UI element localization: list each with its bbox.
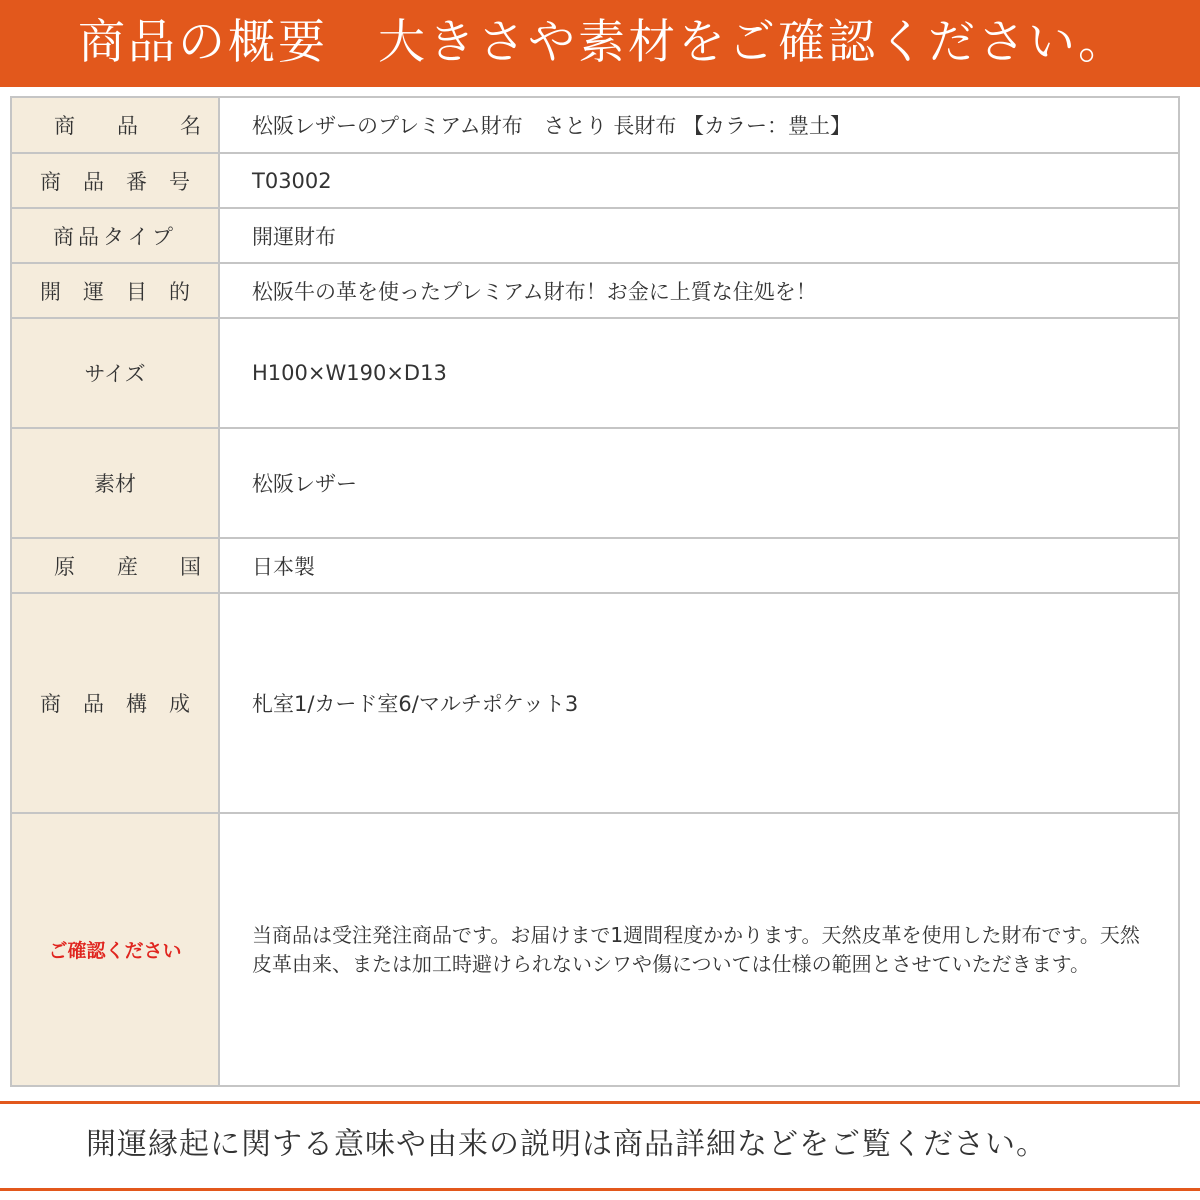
row-label-please-confirm: ご確認ください: [11, 813, 219, 1086]
row-value-luck-purpose: 松阪牛の革を使ったプレミアム財布！お金に上質な住処を！: [219, 263, 1179, 318]
table-row: [11, 97, 1179, 153]
row-value-product-number: T03002: [219, 153, 1179, 208]
row-label-product-number: 商品番号: [11, 153, 219, 208]
footer-divider-top: [0, 1101, 1200, 1104]
table-row: [11, 208, 1179, 263]
row-label-material: 素材: [11, 428, 219, 538]
table-row: [11, 538, 1179, 593]
row-value-product-name: 松阪レザーのプレミアム財布 さとり 長財布 【カラー：豊土】: [219, 97, 1179, 153]
table-row: [11, 153, 1179, 208]
footer-divider-bottom: [0, 1188, 1200, 1191]
row-label-luck-purpose: 開運目的: [11, 263, 219, 318]
row-value-notice: 当商品は受注発注商品です。お届けまで1週間程度かかります。天然皮革を使用した財布です。天然皮革由来、または加工時避けられないシワや傷については仕様の範囲とさせていただきます。: [219, 813, 1179, 1086]
row-label-size: サイズ: [11, 318, 219, 428]
banner-title: 商品の概要 大きさや素材をご確認ください。: [78, 15, 1128, 70]
product-spec-table: [10, 96, 1180, 1087]
table-row: [11, 428, 1179, 538]
row-label-contents: 商品構成: [11, 593, 219, 813]
table-row: [11, 813, 1179, 1086]
row-value-material: 松阪レザー: [219, 428, 1179, 538]
row-label-product-type: 商品タイプ: [11, 208, 219, 263]
header-banner: [0, 0, 1200, 87]
row-value-origin-country: 日本製: [219, 538, 1179, 593]
footer-note: 開運縁起に関する意味や由来の説明は商品詳細などをご覧ください。: [86, 1127, 1047, 1162]
table-row: [11, 263, 1179, 318]
row-value-contents: 札室1/カード室6/マルチポケット3: [219, 593, 1179, 813]
row-value-product-type: 開運財布: [219, 208, 1179, 263]
row-label-origin-country: 原産国: [11, 538, 219, 593]
table-row: [11, 593, 1179, 813]
row-value-size: H100×W190×D13: [219, 318, 1179, 428]
row-label-product-name: 商品名: [11, 97, 219, 153]
table-row: [11, 318, 1179, 428]
